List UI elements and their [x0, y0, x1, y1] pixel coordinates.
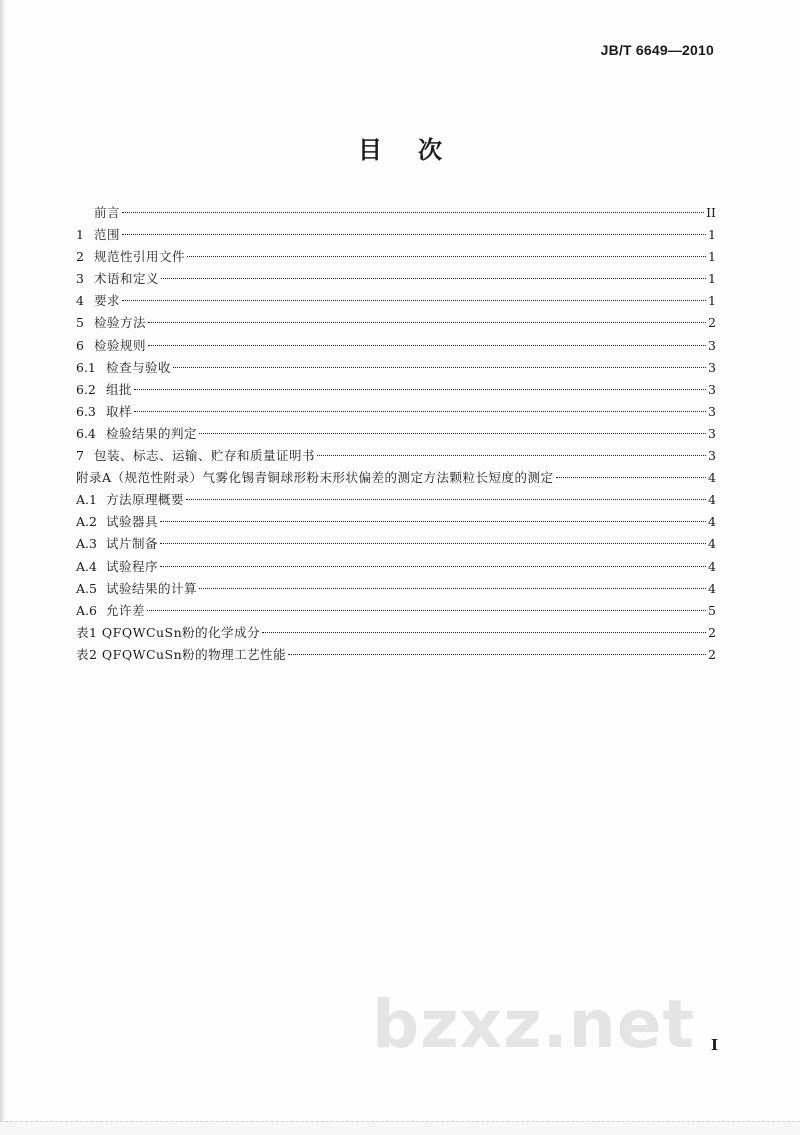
- toc-entry-a-2[interactable]: [76, 511, 716, 533]
- toc-number: 1: [76, 227, 84, 243]
- toc-page: II: [706, 205, 716, 220]
- leader-dots: [199, 433, 706, 434]
- toc-number: 4: [76, 293, 84, 309]
- toc-page: 1: [708, 227, 716, 243]
- leader-dots: [134, 411, 706, 412]
- leader-dots: [122, 212, 704, 213]
- toc-page: 5: [708, 602, 716, 618]
- leader-dots: [122, 234, 706, 235]
- toc-number: 7: [76, 448, 84, 464]
- toc-number: A.2: [76, 514, 97, 530]
- toc-entry-foreword[interactable]: [76, 202, 716, 224]
- toc-label: 检验结果的判定: [106, 425, 198, 441]
- leader-dots: [160, 566, 706, 567]
- toc-label: 范围: [94, 227, 121, 243]
- toc-page: 1: [708, 249, 716, 265]
- page-number: I: [710, 1036, 718, 1054]
- leader-dots: [148, 322, 706, 323]
- toc-entry-6-1[interactable]: [76, 357, 716, 379]
- toc-label: 包装、标志、运输、贮存和质量证明书: [94, 448, 316, 464]
- toc-number: A.3: [76, 536, 97, 552]
- toc-label: 术语和定义: [94, 271, 160, 287]
- toc-label: 组批: [106, 381, 133, 397]
- toc-entry-a-1[interactable]: [76, 489, 716, 511]
- toc-page: 1: [708, 271, 716, 287]
- toc-page: 3: [708, 403, 716, 419]
- leader-dots: [187, 256, 706, 257]
- toc-label: 检验规则: [94, 337, 147, 353]
- toc-label: 试片制备: [106, 536, 159, 552]
- leader-dots: [317, 455, 706, 456]
- toc-entry-a-4[interactable]: [76, 556, 716, 578]
- page-title: 目次: [358, 135, 478, 164]
- toc-page: 3: [708, 381, 716, 397]
- scan-bottom-edge: [0, 1121, 800, 1135]
- toc-page: 2: [708, 315, 716, 331]
- toc-entry-6-3[interactable]: [76, 401, 716, 423]
- standard-code: JB/T 6649—2010: [600, 42, 714, 58]
- toc-number: 6.4: [76, 425, 96, 441]
- toc-entry-table-1[interactable]: [76, 622, 716, 644]
- toc-entry-1[interactable]: [76, 224, 716, 246]
- leader-dots: [147, 610, 706, 611]
- watermark: bzxz.net: [372, 986, 696, 1063]
- toc-label: 检查与验收: [106, 359, 172, 375]
- leader-dots: [134, 389, 706, 390]
- leader-dots: [288, 654, 706, 655]
- toc-entry-a-6[interactable]: [76, 600, 716, 622]
- toc-page: 4: [708, 492, 716, 508]
- leader-dots: [262, 632, 706, 633]
- toc-label: 试验结果的计算: [106, 580, 198, 596]
- scan-edge: [0, 0, 6, 1134]
- leader-dots: [161, 278, 706, 279]
- toc-number: 3: [76, 271, 84, 287]
- toc-number: A.4: [76, 558, 97, 574]
- toc-label: 检验方法: [94, 315, 147, 331]
- toc-page: 4: [708, 536, 716, 552]
- leader-dots: [160, 543, 706, 544]
- leader-dots: [122, 300, 706, 301]
- toc-entry-6-2[interactable]: [76, 379, 716, 401]
- toc-entry-4[interactable]: [76, 290, 716, 312]
- leader-dots: [148, 345, 706, 346]
- toc-page: 1: [708, 293, 716, 309]
- toc-page: 3: [708, 448, 716, 464]
- toc-entry-2[interactable]: [76, 246, 716, 268]
- table-of-contents: [76, 202, 716, 666]
- toc-number: A.5: [76, 580, 97, 596]
- toc-number: 6: [76, 337, 84, 353]
- toc-number: A.1: [76, 492, 97, 508]
- toc-entry-6-4[interactable]: [76, 423, 716, 445]
- toc-label: 规范性引用文件: [94, 249, 186, 265]
- toc-number: 6.3: [76, 403, 96, 419]
- toc-number: 6.1: [76, 359, 96, 375]
- toc-number: 5: [76, 315, 84, 331]
- toc-entry-5[interactable]: [76, 312, 716, 334]
- toc-entry-a-5[interactable]: [76, 578, 716, 600]
- toc-entry-3[interactable]: [76, 268, 716, 290]
- toc-entry-7[interactable]: [76, 445, 716, 467]
- leader-dots: [199, 588, 706, 589]
- toc-page: 3: [708, 425, 716, 441]
- toc-entry-a-3[interactable]: [76, 533, 716, 555]
- toc-entry-appendix-a[interactable]: [76, 467, 716, 489]
- toc-number: 6.2: [76, 381, 96, 397]
- toc-page: 4: [708, 470, 716, 486]
- toc-label: 要求: [94, 293, 121, 309]
- toc-label: 允许差: [106, 602, 146, 618]
- toc-page: 4: [708, 558, 716, 574]
- toc-page: 2: [708, 646, 716, 662]
- leader-dots: [160, 521, 706, 522]
- toc-page: 4: [708, 514, 716, 530]
- toc-label: 表1 QFQWCuSn粉的化学成分: [76, 624, 261, 640]
- toc-page: 3: [708, 337, 716, 353]
- toc-entry-6[interactable]: [76, 335, 716, 357]
- toc-label: 前言: [94, 205, 121, 220]
- toc-label: 表2 QFQWCuSn粉的物理工艺性能: [76, 646, 287, 662]
- toc-label: 试验器具: [106, 514, 159, 530]
- toc-page: 4: [708, 580, 716, 596]
- toc-number: A.6: [76, 602, 97, 618]
- toc-label: 附录A（规范性附录）气雾化锡青铜球形粉末形状偏差的测定方法颗粒长短度的测定: [76, 470, 554, 486]
- toc-label: 试验程序: [106, 558, 159, 574]
- leader-dots: [186, 499, 706, 500]
- toc-page: 3: [708, 359, 716, 375]
- toc-number: 2: [76, 249, 84, 265]
- toc-label: 取样: [106, 403, 133, 419]
- toc-entry-table-2[interactable]: [76, 644, 716, 666]
- toc-label: 方法原理概要: [106, 492, 185, 508]
- leader-dots: [556, 477, 706, 478]
- leader-dots: [173, 367, 706, 368]
- toc-page: 2: [708, 624, 716, 640]
